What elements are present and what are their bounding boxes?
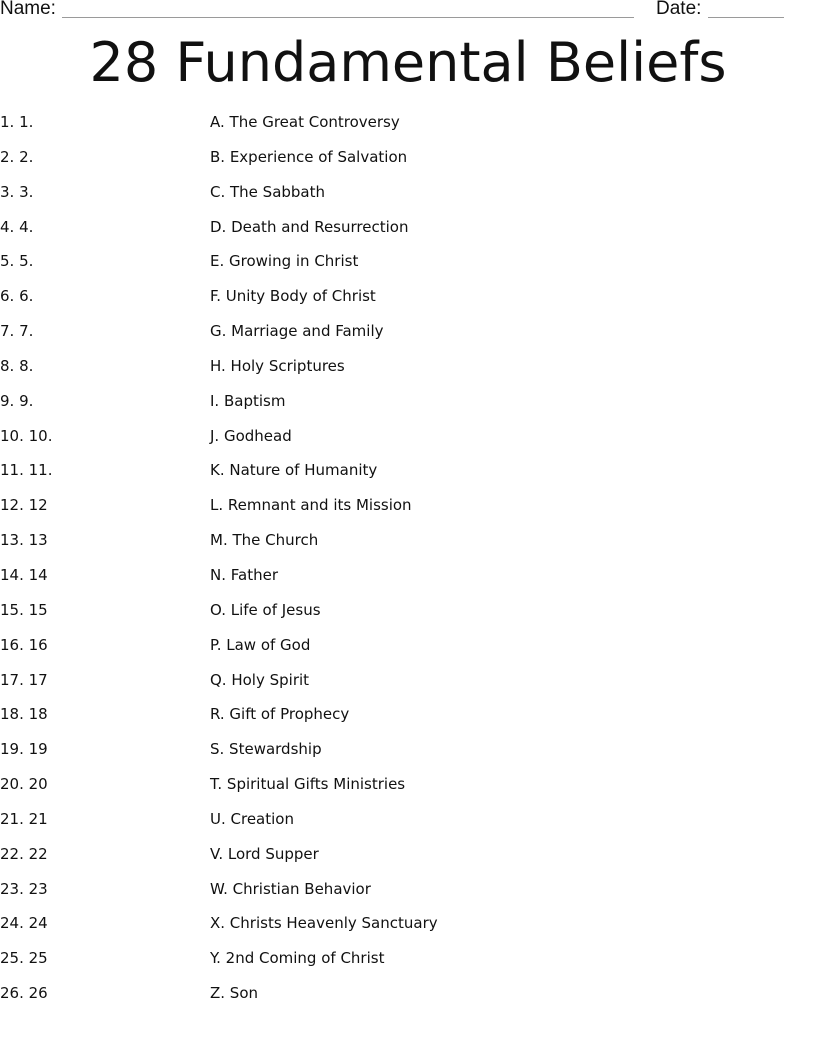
list-item (0, 842, 816, 877)
item-term: S. Stewardship (210, 740, 322, 759)
page-title: 28 Fundamental Beliefs (89, 31, 727, 94)
item-number: 12. 12 (0, 496, 48, 515)
item-number: 11. 11. (0, 461, 53, 480)
list-item (0, 284, 816, 319)
item-term: R. Gift of Prophecy (210, 705, 350, 724)
item-term: L. Remnant and its Mission (210, 496, 412, 515)
matching-list (0, 110, 816, 1016)
item-number: 20. 20 (0, 775, 48, 794)
list-item (0, 215, 816, 250)
name-label: Name: (0, 0, 56, 19)
list-item (0, 772, 816, 807)
list-item (0, 389, 816, 424)
item-number: 23. 23 (0, 879, 48, 898)
item-number: 21. 21 (0, 809, 48, 828)
item-term: Q. Holy Spirit (210, 670, 310, 689)
list-item (0, 981, 816, 1016)
item-term: U. Creation (210, 809, 294, 828)
name-blank-line (62, 17, 634, 18)
item-term: O. Life of Jesus (210, 600, 321, 619)
list-item (0, 563, 816, 598)
item-number: 9. 9. (0, 391, 34, 410)
list-item (0, 911, 816, 946)
list-item (0, 145, 816, 180)
list-item (0, 319, 816, 354)
date-label: Date: (656, 0, 702, 19)
item-term: J. Godhead (210, 426, 292, 445)
item-term: W. Christian Behavior (210, 879, 371, 898)
item-term: G. Marriage and Family (210, 322, 384, 341)
list-item (0, 598, 816, 633)
list-item (0, 354, 816, 389)
item-number: 10. 10. (0, 426, 53, 445)
item-term: X. Christs Heavenly Sanctuary (210, 914, 438, 933)
item-term: C. The Sabbath (210, 182, 326, 201)
item-number: 7. 7. (0, 322, 34, 341)
item-term: A. The Great Controversy (210, 113, 400, 131)
item-term: F. Unity Body of Christ (210, 287, 376, 306)
list-item (0, 180, 816, 215)
item-term: V. Lord Supper (210, 844, 319, 863)
item-term: I. Baptism (210, 391, 286, 410)
item-number: 16. 16 (0, 635, 48, 654)
list-item (0, 528, 816, 563)
item-term: M. The Church (210, 531, 319, 550)
item-number: 24. 24 (0, 914, 48, 933)
item-number: 18. 18 (0, 705, 48, 724)
list-item (0, 458, 816, 493)
item-number: 26. 26 (0, 984, 48, 1003)
item-number: 19. 19 (0, 740, 48, 759)
item-term: P. Law of God (210, 635, 311, 654)
list-item (0, 807, 816, 842)
list-item (0, 702, 816, 737)
list-item (0, 668, 816, 703)
item-number: 17. 17 (0, 670, 48, 689)
item-number: 4. 4. (0, 217, 34, 236)
item-number: 14. 14 (0, 565, 48, 584)
item-term: Z. Son (210, 984, 259, 1003)
item-term: T. Spiritual Gifts Ministries (210, 775, 406, 794)
list-item (0, 493, 816, 528)
item-number: 15. 15 (0, 600, 48, 619)
item-term: H. Holy Scriptures (210, 356, 345, 375)
item-number: 1. 1. (0, 113, 34, 131)
item-number: 3. 3. (0, 182, 34, 201)
item-term: E. Growing in Christ (210, 252, 359, 271)
item-term: D. Death and Resurrection (210, 217, 409, 236)
item-number: 5. 5. (0, 252, 34, 271)
list-item (0, 633, 816, 668)
item-term: K. Nature of Humanity (210, 461, 378, 480)
item-term: Y. 2nd Coming of Christ (210, 949, 385, 968)
item-term: N. Father (210, 565, 278, 584)
list-item (0, 424, 816, 459)
list-item (0, 110, 816, 145)
date-blank-line (708, 17, 784, 18)
list-item (0, 946, 816, 981)
list-item (0, 877, 816, 912)
item-term: B. Experience of Salvation (210, 147, 408, 166)
item-number: 2. 2. (0, 147, 34, 166)
list-item (0, 249, 816, 284)
item-number: 13. 13 (0, 531, 48, 550)
item-number: 8. 8. (0, 356, 34, 375)
item-number: 22. 22 (0, 844, 48, 863)
item-number: 6. 6. (0, 287, 34, 306)
worksheet-header (0, 0, 816, 24)
item-number: 25. 25 (0, 949, 48, 968)
list-item (0, 737, 816, 772)
